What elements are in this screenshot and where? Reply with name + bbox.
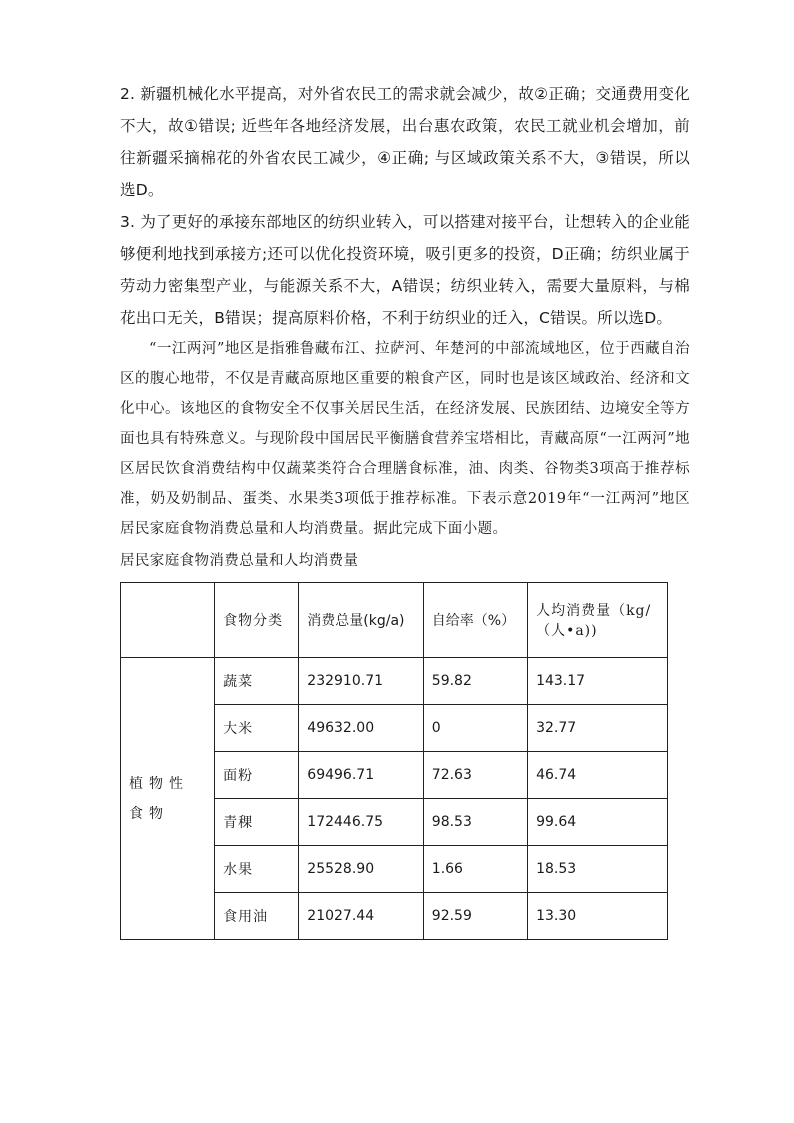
answer-q3: 3. 为了更好的承接东部地区的纺织业转入，可以搭建对接平台，让想转入的企业能够便利地找到承接方;还可以优化投资环境，吸引更多的投资，D正确；纺织业属于劳动力密集型产业，与能源关系不大，A错误；纺织业转入，需要大量原料，与棉花出口无关，B错误；提高原料价格，不利于纺织业的迁入，C错误。所以选D。 <box>120 213 690 327</box>
cell-self-sufficiency: 98.53 <box>423 799 527 846</box>
table-row <box>121 658 668 705</box>
cell-self-sufficiency: 72.63 <box>423 752 527 799</box>
cell-per-capita: 32.77 <box>528 705 668 752</box>
cell-total: 21027.44 <box>299 893 424 940</box>
food-consumption-table <box>120 582 668 940</box>
answer-q2: 2. 新疆机械化水平提高，对外省农民工的需求就会减少，故②正确；交通费用变化不大，故①错误; 近些年各地经济发展，出台惠农政策，农民工就业机会增加，前往新疆采摘棉花的外省农民工减少，④正确; 与区域政策关系不大，③错误，所以选D。 <box>120 85 690 199</box>
cell-total: 172446.75 <box>299 799 424 846</box>
cell-self-sufficiency: 0 <box>423 705 527 752</box>
header-cell-empty <box>121 583 215 658</box>
cell-per-capita: 143.17 <box>528 658 668 705</box>
header-cell-self-sufficiency: 自给率（%） <box>423 583 527 658</box>
cell-per-capita: 46.74 <box>528 752 668 799</box>
table-header-row <box>121 583 668 658</box>
table-caption: 居民家庭食物消费总量和人均消费量 <box>120 553 359 569</box>
header-cell-per-capita: 人均消费量（kg/（人•a)) <box>528 583 668 658</box>
cell-category: 水果 <box>215 846 299 893</box>
header-cell-total: 消费总量(kg/a) <box>299 583 424 658</box>
cell-category: 面粉 <box>215 752 299 799</box>
cell-category: 青稞 <box>215 799 299 846</box>
cell-total: 25528.90 <box>299 846 424 893</box>
cell-self-sufficiency: 59.82 <box>423 658 527 705</box>
cell-per-capita: 13.30 <box>528 893 668 940</box>
cell-total: 69496.71 <box>299 752 424 799</box>
cell-per-capita: 99.64 <box>528 799 668 846</box>
passage-text: “一江两河”地区是指雅鲁藏布江、拉萨河、年楚河的中部流域地区，位于西藏自治区的腹心地带，不仅是青藏高原地区重要的粮食产区，同时也是该区域政治、经济和文化中心。该地区的食物安全不仅事关居民生活，在经济发展、民族团结、边境安全等方面也具有特殊意义。与现阶段中国居民平衡膳食营养宝塔相比，青藏高原“一江两河”地区居民饮食消费结构中仅蔬菜类符合合理膳食标准，油、肉类、谷物类3项高于推荐标准，奶及奶制品、蛋类、水果类3项低于推荐标准。下表示意2019年“一江两河”地区居民家庭食物消费总量和人均消费量。据此完成下面小题。 <box>120 341 690 537</box>
header-cell-category: 食物分类 <box>215 583 299 658</box>
cell-total: 232910.71 <box>299 658 424 705</box>
cell-self-sufficiency: 1.66 <box>423 846 527 893</box>
document-page <box>120 78 690 940</box>
cell-total: 49632.00 <box>299 705 424 752</box>
cell-self-sufficiency: 92.59 <box>423 893 527 940</box>
cell-category: 食用油 <box>215 893 299 940</box>
cell-category: 蔬菜 <box>215 658 299 705</box>
cell-per-capita: 18.53 <box>528 846 668 893</box>
cell-category: 大米 <box>215 705 299 752</box>
group-label-cell: 植物性食物 <box>121 658 215 940</box>
